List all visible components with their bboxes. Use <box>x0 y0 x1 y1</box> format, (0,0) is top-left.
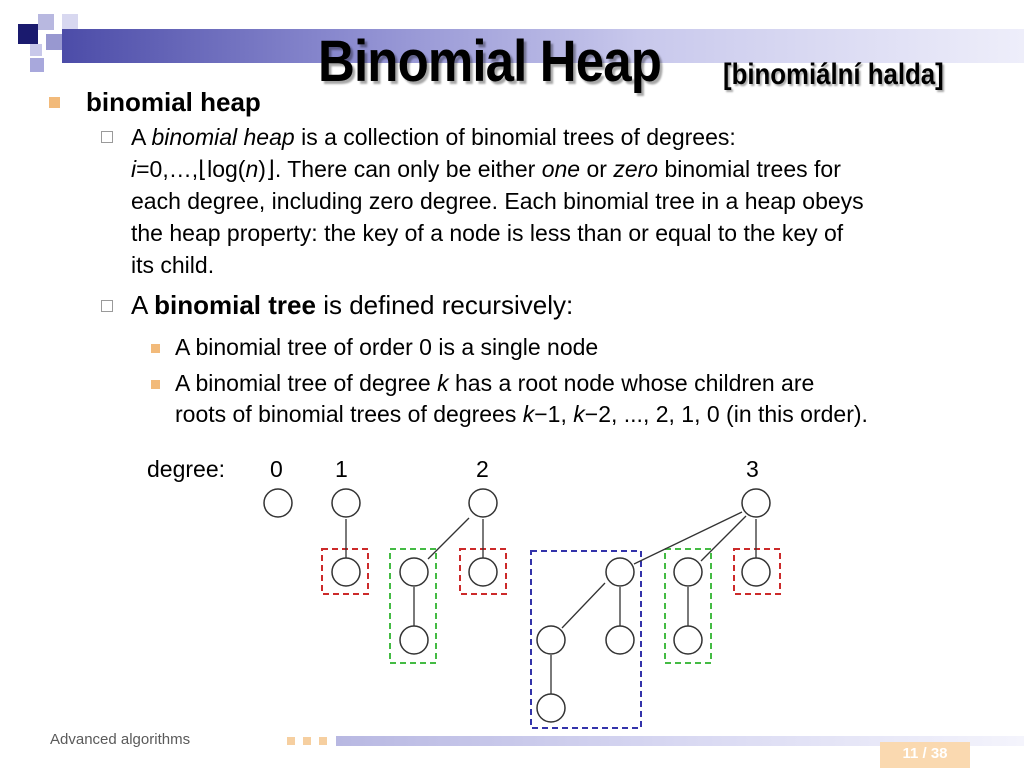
para1-line1: A binomial heap is a collection of binomial trees of degrees: <box>131 124 736 150</box>
tree-node <box>400 558 428 586</box>
para2: A binomial tree is defined recursively: <box>131 290 574 320</box>
para1-line3: each degree, including zero degree. Each binomial tree in a heap obeys <box>131 188 864 214</box>
tree-edge <box>634 512 742 564</box>
degree-value: 2 <box>476 456 489 482</box>
title-subtitle: [binomiální halda] <box>723 58 944 91</box>
tree-node <box>674 626 702 654</box>
tree-edge <box>701 516 746 561</box>
bullet-heading: binomial heap <box>86 87 261 117</box>
tree-node <box>537 694 565 722</box>
tree-node <box>332 558 360 586</box>
para1-line2: i=0,…,⌊log(n)⌋. There can only be either one or zero binomial trees for <box>131 156 841 182</box>
degree-value: 0 <box>270 456 283 482</box>
sub-bullet-1: A binomial tree of order 0 is a single node <box>175 334 599 360</box>
tree-node <box>332 489 360 517</box>
tree-node <box>469 558 497 586</box>
tree-edge <box>428 518 469 559</box>
tree-node <box>264 489 292 517</box>
tree-node <box>400 626 428 654</box>
tree-node <box>606 558 634 586</box>
degree-value: 1 <box>335 456 348 482</box>
para1-line4: the heap property: the key of a node is less than or equal to the key of <box>131 220 844 246</box>
tree-node <box>742 558 770 586</box>
footer-course: Advanced algorithms <box>50 731 191 748</box>
tree-node <box>742 489 770 517</box>
tree-node <box>469 489 497 517</box>
degree-value: 3 <box>746 456 759 482</box>
page-number: 11 / 38 <box>902 745 948 762</box>
tree-edge <box>562 583 605 628</box>
sub-bullet-2-line2: roots of binomial trees of degrees k−1, k−2, ..., 2, 1, 0 (in this order). <box>175 401 868 427</box>
title-main: Binomial Heap <box>318 29 662 94</box>
footer-dot <box>287 737 295 745</box>
tree-node <box>606 626 634 654</box>
tree-node <box>537 626 565 654</box>
para1-line5: its child. <box>131 252 215 278</box>
page-number-box <box>880 742 970 768</box>
footer-dot <box>319 737 327 745</box>
footer-dot <box>303 737 311 745</box>
sub-bullet-2-line1: A binomial tree of degree k has a root node whose children are <box>175 370 815 396</box>
tree-node <box>674 558 702 586</box>
degree-label: degree: <box>147 456 226 482</box>
